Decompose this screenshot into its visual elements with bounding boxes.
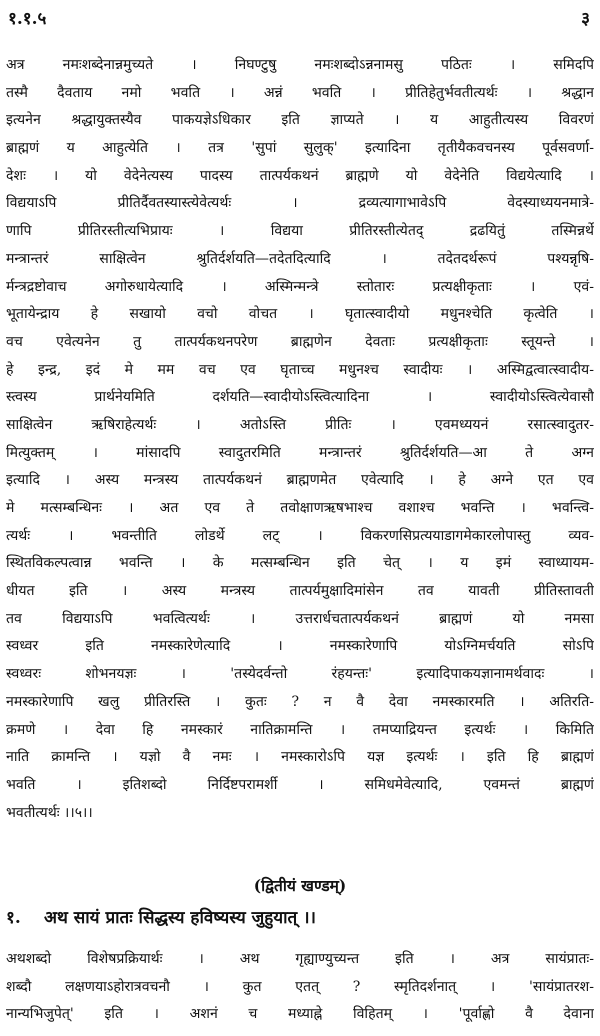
text-line: शब्दौ लक्षणयाऽहोरात्रवचनौ । कुत एतत् ? स्मृतिदर्शनात् । 'सायंप्रातरश- bbox=[6, 978, 594, 995]
text-line: वच एवेत्यनेन तु तात्पर्यकथनपरेण ब्राह्मणेन देवताः प्रत्यक्षीकृताः स्तूयन्ते । bbox=[6, 333, 594, 350]
text-line: साक्षित्वेन ऋषिराहेत्यर्थः । अतोऽस्ति प्रीतिः । एवमध्ययनं रसात्स्वादुतर- bbox=[6, 416, 594, 433]
text-line: विद्ययाऽपि प्रीतिर्दैवतस्यास्त्येवेत्यर्थः । द्रव्यत्यागाभावेऽपि वेदस्याध्ययनमात्रे- bbox=[6, 195, 594, 212]
page-number: ३ bbox=[581, 8, 590, 29]
text-line: इत्यादि । अस्य मन्त्रस्य तात्पर्यकथनं ब्राह्मणमेत एवेत्यादि । हे अग्ने एत एव bbox=[6, 472, 594, 489]
commentary-block-2 bbox=[6, 945, 594, 1028]
sutra-line bbox=[6, 905, 594, 928]
text-line: हे इन्द्र, इदं मे मम वच एव घृताच्च मधुनश्च स्वादीयः । अस्मिद्वत्वात्स्वादीय- bbox=[6, 361, 594, 378]
text-line: नमस्कारेणापि खलु प्रीतिरस्ति । कुतः ? न वै देवा नमस्कारमति । अतिरति- bbox=[6, 693, 594, 710]
sutra-number: १. bbox=[6, 908, 21, 928]
commentary-block bbox=[6, 52, 594, 827]
text-line: मित्युक्तम् । मांसादपि स्वादुतरमिति मन्त्रान्तरं श्रुतिर्दर्शयति—आ ते अग्न bbox=[6, 444, 594, 461]
sutra-text: अथ सायं प्रातः सिद्धस्य हविष्यस्य जुहुयात् ।। bbox=[44, 908, 316, 928]
text-line: अथशब्दो विशेषप्रक्रियार्थः । अथ गृह्याण्युच्यन्त इति । अत्र सायंप्रातः- bbox=[6, 951, 594, 967]
text-line: नान्यभिजुपेत्' इति । अशनं च मध्याह्ने विहितम् । 'पूर्वाह्णो वै देवाना bbox=[6, 1006, 594, 1023]
text-line: स्थितविकल्पत्वान्न भवन्ति । के मत्सम्बन्धिन इति चेत् । य इमं स्वाध्यायम- bbox=[6, 555, 594, 572]
text-line: अत्र नमःशब्देनान्नमुच्यते । निघण्टुषु नमःशब्दोऽन्ननामसु पठितः । समिदपि bbox=[6, 57, 594, 73]
text-line: क्रमणे । देवा हि नमस्कारं नातिक्रामन्ति । तमप्याद्रियन्त इत्यर्थः । किमिति bbox=[6, 721, 594, 738]
text-line: मे मत्सम्बन्धिनः । अत एव ते तवोक्षाणऋषभाश्च वशाश्च भवन्ति । भवन्त्वि- bbox=[6, 500, 594, 516]
text-line: मन्त्रान्तरं साक्षित्वेन श्रुतिर्दर्शयति—तदेतदित्यादि । तदेतदर्थरूपं पश्यन्नृषि- bbox=[6, 250, 594, 267]
text-line: तस्मै दैवताय नमो भवति । अन्नं भवति । प्रीतिहेतुर्भवतीत्यर्थः । श्रद्धान bbox=[6, 84, 594, 101]
text-line: नाति क्रामन्ति । यज्ञो वै नमः । नमस्कारोऽपि यज्ञ इत्यर्थः । इति हि ब्राह्मणं bbox=[6, 749, 594, 766]
text-line: भूतायेन्द्राय हे सखायो वचो वोचत । घृतात्स्वादीयो मधुनश्चेति कृत्वेति । bbox=[6, 306, 594, 323]
text-line: धीयत इति । अस्य मन्त्रस्य तात्पर्यमुक्षादिमांसेन तव यावती प्रीतिस्तावती bbox=[6, 583, 594, 600]
text-line: देशः । यो वेदेनेत्यस्य पादस्य तात्पर्यकथनं ब्राह्मणे यो वेदेनेति विद्ययेत्यादि । bbox=[6, 167, 594, 184]
text-line: र्मन्त्रद्रष्टोवाच अगोरुधायेत्यादि । अस्मिन्मन्त्रे स्तोतारः प्रत्यक्षीकृताः । एवं- bbox=[6, 278, 594, 295]
section-heading: (द्वितीयं खण्डम्) bbox=[253, 876, 347, 895]
text-line: त्यर्थः । भवन्तीति लोडर्थे लट् । विकरणसिप्रत्ययाडागमेकारलोपास्तु व्यव- bbox=[6, 527, 594, 544]
text-line: स्वध्वर इति नमस्कारेणेत्यादि । नमस्कारेणापि योऽग्निमर्चयति सोऽपि bbox=[6, 638, 594, 655]
text-line: भवति । इतिशब्दो निर्दिष्टपरामर्शी । समिधमेवेत्यादि, एवमन्तं ब्राह्मणं bbox=[6, 776, 594, 793]
text-line: इत्यनेन श्रद्धायुक्तस्यैव पाकयज्ञेऽधिकार इति ज्ञाप्यते । य आहुतीत्यस्य विवरणं bbox=[6, 112, 594, 129]
section-number: १.१.५ bbox=[8, 8, 47, 29]
text-line: स्त्वस्य प्रार्थनेयमिति दर्शयति—स्वादीयोऽस्त्वित्यादिना । स्वादीयोऽस्त्वित्येवासौ bbox=[6, 389, 594, 406]
text-line: स्वध्वरः शोभनयज्ञः । 'तस्येदर्वन्तो रंहयन्तः' इत्यादिपाकयज्ञानामर्थवादः । bbox=[6, 666, 594, 683]
text-line: ब्राह्मणं य आहुत्येति । तत्र 'सुपां सुलुक्' इत्यादिना तृतीयैकवचनस्य पूर्वसवर्णा- bbox=[6, 140, 594, 157]
page-header bbox=[8, 4, 590, 30]
text-line: णापि प्रीतिरस्तीत्यभिप्रायः । विद्यया प्रीतिरस्तीत्येतद् द्रढयितुं तस्मिन्नर्थे bbox=[6, 223, 594, 240]
text-line-last: भवतीत्यर्थः ।।५।। bbox=[6, 804, 93, 821]
text-line: तव विद्ययाऽपि भवत्वित्यर्थः । उत्तरार्धचतात्पर्यकथनं ब्राह्मणं यो नमसा bbox=[6, 610, 594, 627]
